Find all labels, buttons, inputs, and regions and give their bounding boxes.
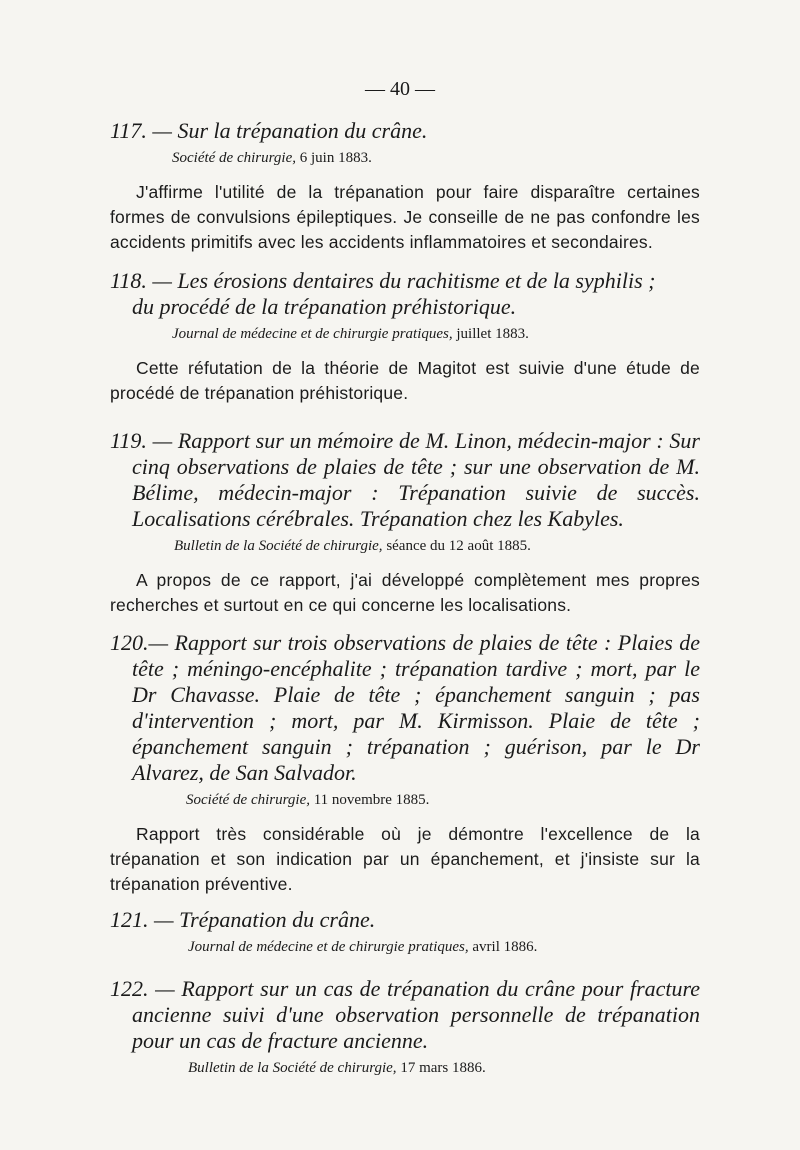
entry-source xyxy=(110,536,700,556)
entry-title-text: Rapport sur un mémoire de M. Linon, médecin-major : Sur cinq observations de plaies de tête ; sur une observation de M. Bélime, médecin-major : Trépanation suivie de succès. Localisations cérébrales. Trépanation chez les Kabyles. xyxy=(132,428,700,531)
entry-title-continuation: du procédé de la trépanation préhistorique. xyxy=(132,294,517,319)
source-journal: Journal de médecine et de chirurgie pratiques, xyxy=(172,326,453,342)
entry-title xyxy=(110,907,700,933)
entry-title xyxy=(110,630,700,786)
entry-number: 117. — xyxy=(110,118,172,143)
entry-body: A propos de ce rapport, j'ai développé complètement mes propres recherches et surtout en ce qui concerne les localisations. xyxy=(110,570,700,615)
entry-body: Cette réfutation de la théorie de Magitot est suivie d'une étude de procédé de trépanation préhistorique. xyxy=(110,358,700,403)
entry-number: 122. — xyxy=(110,976,175,1001)
entry-title xyxy=(110,118,700,144)
page-number xyxy=(0,78,800,101)
entry-121 xyxy=(110,907,700,957)
entry-title xyxy=(110,976,700,1054)
source-date: séance du 12 août 1885. xyxy=(386,538,531,554)
entry-source xyxy=(110,148,700,168)
source-date: juillet 1883. xyxy=(456,326,529,342)
entry-number: 121. — xyxy=(110,907,174,932)
entry-number: 118. — xyxy=(110,268,172,293)
source-journal: Société de chirurgie, xyxy=(186,792,310,808)
source-journal: Société de chirurgie, xyxy=(172,150,296,166)
entry-title-text: Rapport sur un cas de trépanation du crâne pour fracture ancienne suivi d'une observation personnelle de trépanation pour un cas de fracture ancienne. xyxy=(132,976,701,1053)
entry-118 xyxy=(110,268,700,406)
source-date: avril 1886. xyxy=(472,939,538,955)
entry-title-text: Les érosions dentaires du rachitisme et de la syphilis ; xyxy=(177,268,656,293)
source-journal: Bulletin de la Société de chirurgie, xyxy=(188,1060,397,1076)
entry-number: 120.— xyxy=(110,630,169,655)
entry-source xyxy=(110,937,700,957)
page-number-text: — 40 — xyxy=(365,78,435,100)
entry-source xyxy=(110,790,700,810)
source-date: 17 mars 1886. xyxy=(400,1060,486,1076)
source-journal: Journal de médecine et de chirurgie pratiques, xyxy=(188,939,469,955)
entry-title-text: Sur la trépanation du crâne. xyxy=(177,118,428,143)
entry-title-text: Rapport sur trois observations de plaies de tête : Plaies de tête ; méningo-encéphalite ; trépanation tardive ; mort, par le Dr Chavasse. Plaie de tête ; épanchement sanguin ; pas d'intervention ; mort, par M. Kirmisson. Plaie de tête ; épanchement sanguin ; trépanation ; guérison, par le Dr Alvarez, de San Salvador. xyxy=(132,630,700,785)
entry-title-text: Trépanation du crâne. xyxy=(179,907,376,932)
entry-title xyxy=(110,268,700,320)
entry-117 xyxy=(110,118,700,255)
source-journal: Bulletin de la Société de chirurgie, xyxy=(174,538,383,554)
entry-122 xyxy=(110,976,700,1078)
entry-body: Rapport très considérable où je démontre l'excellence de la trépanation et son indication par un épanchement, et j'insiste sur la trépanation préventive. xyxy=(110,824,700,894)
entry-source xyxy=(110,1058,700,1078)
entry-120 xyxy=(110,630,700,897)
entry-number: 119. — xyxy=(110,428,173,453)
entry-119 xyxy=(110,428,700,618)
source-date: 6 juin 1883. xyxy=(299,150,372,166)
entry-source xyxy=(110,324,700,344)
entry-title xyxy=(110,428,700,532)
entry-body: J'affirme l'utilité de la trépanation pour faire disparaître certaines formes de convulsions épileptiques. Je conseille de ne pas confondre les accidents primitifs avec les accidents inflammatoires et secondaires. xyxy=(110,182,700,252)
source-date: 11 novembre 1885. xyxy=(313,792,430,808)
